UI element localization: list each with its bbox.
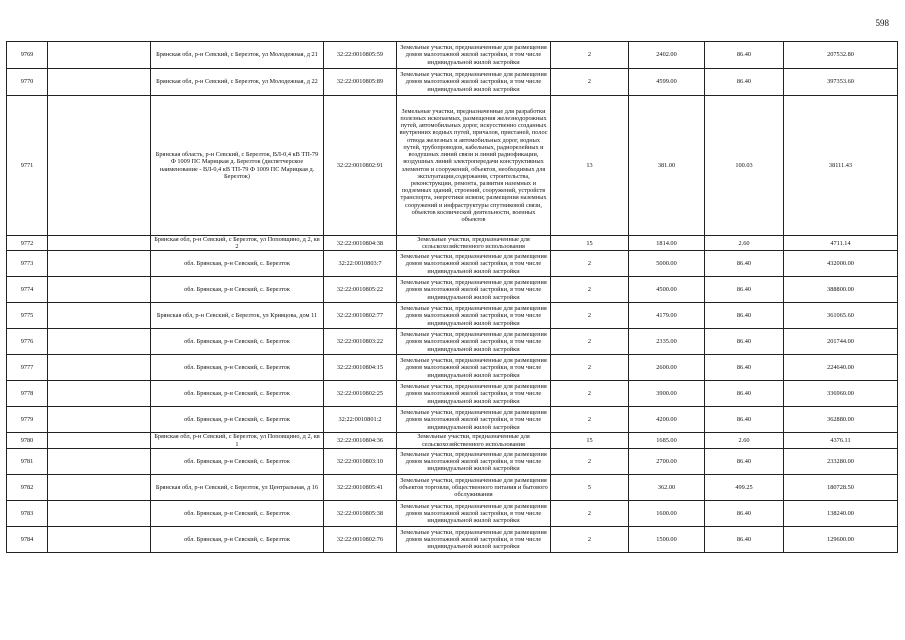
address-cell: обл. Брянская, р-н Севский, с. Березток: [151, 526, 324, 552]
spacer-cell: [48, 96, 151, 236]
use-group-cell: 2: [551, 42, 629, 69]
table-row: [7, 474, 898, 500]
cadastral-value-cell: 233280.00: [784, 448, 898, 474]
cadastral-number-cell: 32:22:0010803:7: [324, 251, 397, 277]
spacer-cell: [48, 355, 151, 381]
land-use-cell: Земельные участки, предназначенные для размещения домов малоэтажной жилой застройки, в том числе индивидуальной жилой застройки: [397, 381, 551, 407]
specific-value-cell: 86.40: [705, 381, 784, 407]
row-number: 9776: [7, 329, 48, 355]
cadastral-number-cell: 32:22:0010802:25: [324, 381, 397, 407]
specific-value-cell: 86.40: [705, 448, 784, 474]
use-group-cell: 2: [551, 69, 629, 96]
specific-value-cell: 86.40: [705, 303, 784, 329]
land-use-cell: Земельные участки, предназначенные для сельскохозяйственного использования: [397, 236, 551, 251]
use-group-cell: 2: [551, 277, 629, 303]
land-use-cell: Земельные участки, предназначенные для размещения домов малоэтажной жилой застройки, в том числе индивидуальной жилой застройки: [397, 69, 551, 96]
address-cell: обл. Брянская, р-н Севский, с. Березток: [151, 329, 324, 355]
land-use-cell: Земельные участки, предназначенные для размещения домов малоэтажной жилой застройки, в том числе индивидуальной жилой застройки: [397, 42, 551, 69]
specific-value-cell: 86.40: [705, 526, 784, 552]
use-group-cell: 13: [551, 96, 629, 236]
address-cell: Брянская обл, р-н Севский, с Березток, ул Поповщино, д 2, кв 2: [151, 236, 324, 251]
table-row: [7, 69, 898, 96]
cadastral-number-cell: 32:22:0010803:10: [324, 448, 397, 474]
area-cell: 3900.00: [629, 381, 705, 407]
cadastral-number-cell: 32:22:0010804:38: [324, 236, 397, 251]
specific-value-cell: 86.40: [705, 251, 784, 277]
address-cell: Брянская обл, р-н Севский, с Березток, ул Центральная, д 16: [151, 474, 324, 500]
row-number: 9781: [7, 448, 48, 474]
table-row: [7, 96, 898, 236]
row-number: 9774: [7, 277, 48, 303]
cadastral-number-cell: 32:22:0010801:2: [324, 407, 397, 433]
address-cell: обл. Брянская, р-н Севский, с. Березток: [151, 500, 324, 526]
specific-value-cell: 100.03: [705, 96, 784, 236]
use-group-cell: 2: [551, 381, 629, 407]
table-row: [7, 355, 898, 381]
land-use-cell: Земельные участки, предназначенные для размещения домов малоэтажной жилой застройки, в том числе индивидуальной жилой застройки: [397, 448, 551, 474]
land-use-cell: Земельные участки, предназначенные для размещения домов малоэтажной жилой застройки, в том числе индивидуальной жилой застройки: [397, 251, 551, 277]
row-number: 9775: [7, 303, 48, 329]
spacer-cell: [48, 407, 151, 433]
table-row: [7, 236, 898, 251]
cadastral-value-cell: 4376.11: [784, 433, 898, 448]
cadastral-value-cell: 38111.43: [784, 96, 898, 236]
cadastral-value-cell: 432000.00: [784, 251, 898, 277]
table-row: [7, 500, 898, 526]
table-row: [7, 433, 898, 448]
specific-value-cell: 86.40: [705, 355, 784, 381]
land-use-cell: Земельные участки, предназначенные для размещения объектов торговли, общественного питания и бытового обслуживания: [397, 474, 551, 500]
spacer-cell: [48, 251, 151, 277]
table-row: [7, 526, 898, 552]
cadastral-value-table: [6, 41, 898, 553]
address-cell: обл. Брянская, р-н Севский, с. Березток: [151, 355, 324, 381]
cadastral-number-cell: 32:22:0010804:15: [324, 355, 397, 381]
area-cell: 2402.00: [629, 42, 705, 69]
use-group-cell: 2: [551, 526, 629, 552]
use-group-cell: 2: [551, 329, 629, 355]
cadastral-value-cell: 207532.80: [784, 42, 898, 69]
area-cell: 5000.00: [629, 251, 705, 277]
specific-value-cell: 2.60: [705, 433, 784, 448]
cadastral-value-cell: 201744.00: [784, 329, 898, 355]
use-group-cell: 15: [551, 236, 629, 251]
area-cell: 4179.00: [629, 303, 705, 329]
spacer-cell: [48, 42, 151, 69]
cadastral-number-cell: 32:22:0010803:22: [324, 329, 397, 355]
area-cell: 2335.00: [629, 329, 705, 355]
area-cell: 4500.00: [629, 277, 705, 303]
cadastral-number-cell: 32:22:0010802:76: [324, 526, 397, 552]
land-use-cell: Земельные участки, предназначенные для размещения домов малоэтажной жилой застройки, в том числе индивидуальной жилой застройки: [397, 329, 551, 355]
cadastral-number-cell: 32:22:0010805:89: [324, 69, 397, 96]
cadastral-value-cell: 138240.00: [784, 500, 898, 526]
cadastral-number-cell: 32:22:0010802:77: [324, 303, 397, 329]
spacer-cell: [48, 474, 151, 500]
specific-value-cell: 86.40: [705, 42, 784, 69]
spacer-cell: [48, 381, 151, 407]
row-number: 9773: [7, 251, 48, 277]
cadastral-value-cell: 336960.00: [784, 381, 898, 407]
table-row: [7, 303, 898, 329]
row-number: 9784: [7, 526, 48, 552]
use-group-cell: 2: [551, 407, 629, 433]
row-number: 9772: [7, 236, 48, 251]
row-number: 9782: [7, 474, 48, 500]
table-row: [7, 42, 898, 69]
specific-value-cell: 86.40: [705, 69, 784, 96]
cadastral-number-cell: 32:22:0010805:41: [324, 474, 397, 500]
use-group-cell: 2: [551, 251, 629, 277]
use-group-cell: 15: [551, 433, 629, 448]
spacer-cell: [48, 277, 151, 303]
spacer-cell: [48, 69, 151, 96]
specific-value-cell: 86.40: [705, 277, 784, 303]
spacer-cell: [48, 448, 151, 474]
cadastral-value-cell: 180728.50: [784, 474, 898, 500]
spacer-cell: [48, 329, 151, 355]
cadastral-number-cell: 32:22:0010802:91: [324, 96, 397, 236]
address-cell: Брянская обл, р-н Севский, с Березток, ул Молодежная, д 21: [151, 42, 324, 69]
land-use-cell: Земельные участки, предназначенные для размещения домов малоэтажной жилой застройки, в том числе индивидуальной жилой застройки: [397, 526, 551, 552]
row-number: 9783: [7, 500, 48, 526]
specific-value-cell: 86.40: [705, 407, 784, 433]
area-cell: 2700.00: [629, 448, 705, 474]
area-cell: 381.00: [629, 96, 705, 236]
area-cell: 1600.00: [629, 500, 705, 526]
land-use-cell: Земельные участки, предназначенные для разработки полезных ископаемых, размещения железнодорожных путей, автомобильных дорог, искусственно созданных внутренних водных путей, причалов, пристаней, полос отвода железных и автомобильных дорог, водных путей, трубопроводов, кабельных, радиорелейных и воздушных линий связи и линий радиофикации, воздушных линий электропередачи конструктивных элементов и сооружений, объектов, необходимых для эксплуатации,содержания, строительства, реконструкции, ремонта, развития наземных и подземных зданий, строений, сооружений, устройств транспорта, энергетики исвязи; размещения наземных сооружений и инфраструктуры спутниковой связи, объектов космической деятельности, военных объектов: [397, 96, 551, 236]
row-number: 9771: [7, 96, 48, 236]
area-cell: 362.00: [629, 474, 705, 500]
row-number: 9770: [7, 69, 48, 96]
address-cell: обл. Брянская, р-н Севский, с. Березток: [151, 251, 324, 277]
cadastral-value-cell: 361065.60: [784, 303, 898, 329]
address-cell: Брянская обл, р-н Севский, с Березток, ул Кривцова, дом 11: [151, 303, 324, 329]
use-group-cell: 2: [551, 303, 629, 329]
row-number: 9780: [7, 433, 48, 448]
row-number: 9778: [7, 381, 48, 407]
table-row: [7, 251, 898, 277]
table-row: [7, 448, 898, 474]
area-cell: 1685.00: [629, 433, 705, 448]
spacer-cell: [48, 303, 151, 329]
row-number: 9779: [7, 407, 48, 433]
cadastral-value-cell: 129600.00: [784, 526, 898, 552]
land-use-cell: Земельные участки, предназначенные для размещения домов малоэтажной жилой застройки, в том числе индивидуальной жилой застройки: [397, 303, 551, 329]
land-use-cell: Земельные участки, предназначенные для размещения домов малоэтажной жилой застройки, в том числе индивидуальной жилой застройки: [397, 355, 551, 381]
cadastral-value-cell: 224640.00: [784, 355, 898, 381]
address-cell: обл. Брянская, р-н Севский, с. Березток: [151, 381, 324, 407]
use-group-cell: 2: [551, 500, 629, 526]
cadastral-value-cell: 362880.00: [784, 407, 898, 433]
area-cell: 4599.00: [629, 69, 705, 96]
cadastral-number-cell: 32:22:0010805:22: [324, 277, 397, 303]
use-group-cell: 5: [551, 474, 629, 500]
address-cell: Брянская обл, р-н Севский, с Березток, ул Поповщино, д 2, кв 1: [151, 433, 324, 448]
row-number: 9769: [7, 42, 48, 69]
cadastral-value-cell: 397353.60: [784, 69, 898, 96]
table-row: [7, 329, 898, 355]
specific-value-cell: 499.25: [705, 474, 784, 500]
land-use-cell: Земельные участки, предназначенные для размещения домов малоэтажной жилой застройки, в том числе индивидуальной жилой застройки: [397, 277, 551, 303]
cadastral-number-cell: 32:22:0010804:36: [324, 433, 397, 448]
address-cell: обл. Брянская, р-н Севский, с. Березток: [151, 277, 324, 303]
specific-value-cell: 86.40: [705, 500, 784, 526]
spacer-cell: [48, 526, 151, 552]
table-row: [7, 407, 898, 433]
area-cell: 2600.00: [629, 355, 705, 381]
land-use-cell: Земельные участки, предназначенные для размещения домов малоэтажной жилой застройки, в том числе индивидуальной жилой застройки: [397, 500, 551, 526]
use-group-cell: 2: [551, 448, 629, 474]
spacer-cell: [48, 500, 151, 526]
use-group-cell: 2: [551, 355, 629, 381]
table-body: [7, 42, 898, 553]
table-row: [7, 381, 898, 407]
table-row: [7, 277, 898, 303]
specific-value-cell: 2.60: [705, 236, 784, 251]
spacer-cell: [48, 236, 151, 251]
address-cell: Брянская область, р-н Севский, с Березток, ВЛ-0,4 кВ ТП-79 Ф 1009 ПС Марицкая д. Березток (диспетчерское наименование - ВЛ-0,4 кВ ТП-79 Ф 1009 ПС Марицкая д. Березток): [151, 96, 324, 236]
spacer-cell: [48, 433, 151, 448]
area-cell: 4200.00: [629, 407, 705, 433]
page-number: 598: [875, 18, 889, 28]
cadastral-value-cell: 4711.14: [784, 236, 898, 251]
address-cell: обл. Брянская, р-н Севский, с. Березток: [151, 448, 324, 474]
row-number: 9777: [7, 355, 48, 381]
area-cell: 1814.00: [629, 236, 705, 251]
cadastral-number-cell: 32:22:0010805:38: [324, 500, 397, 526]
cadastral-value-cell: 388800.00: [784, 277, 898, 303]
land-use-cell: Земельные участки, предназначенные для размещения домов малоэтажной жилой застройки, в том числе индивидуальной жилой застройки: [397, 407, 551, 433]
specific-value-cell: 86.40: [705, 329, 784, 355]
address-cell: Брянская обл, р-н Севский, с Березток, ул Молодежная, д 22: [151, 69, 324, 96]
land-use-cell: Земельные участки, предназначенные для сельскохозяйственного использования: [397, 433, 551, 448]
address-cell: обл. Брянская, р-н Севский, с. Березток: [151, 407, 324, 433]
area-cell: 1500.00: [629, 526, 705, 552]
cadastral-number-cell: 32:22:0010805:59: [324, 42, 397, 69]
